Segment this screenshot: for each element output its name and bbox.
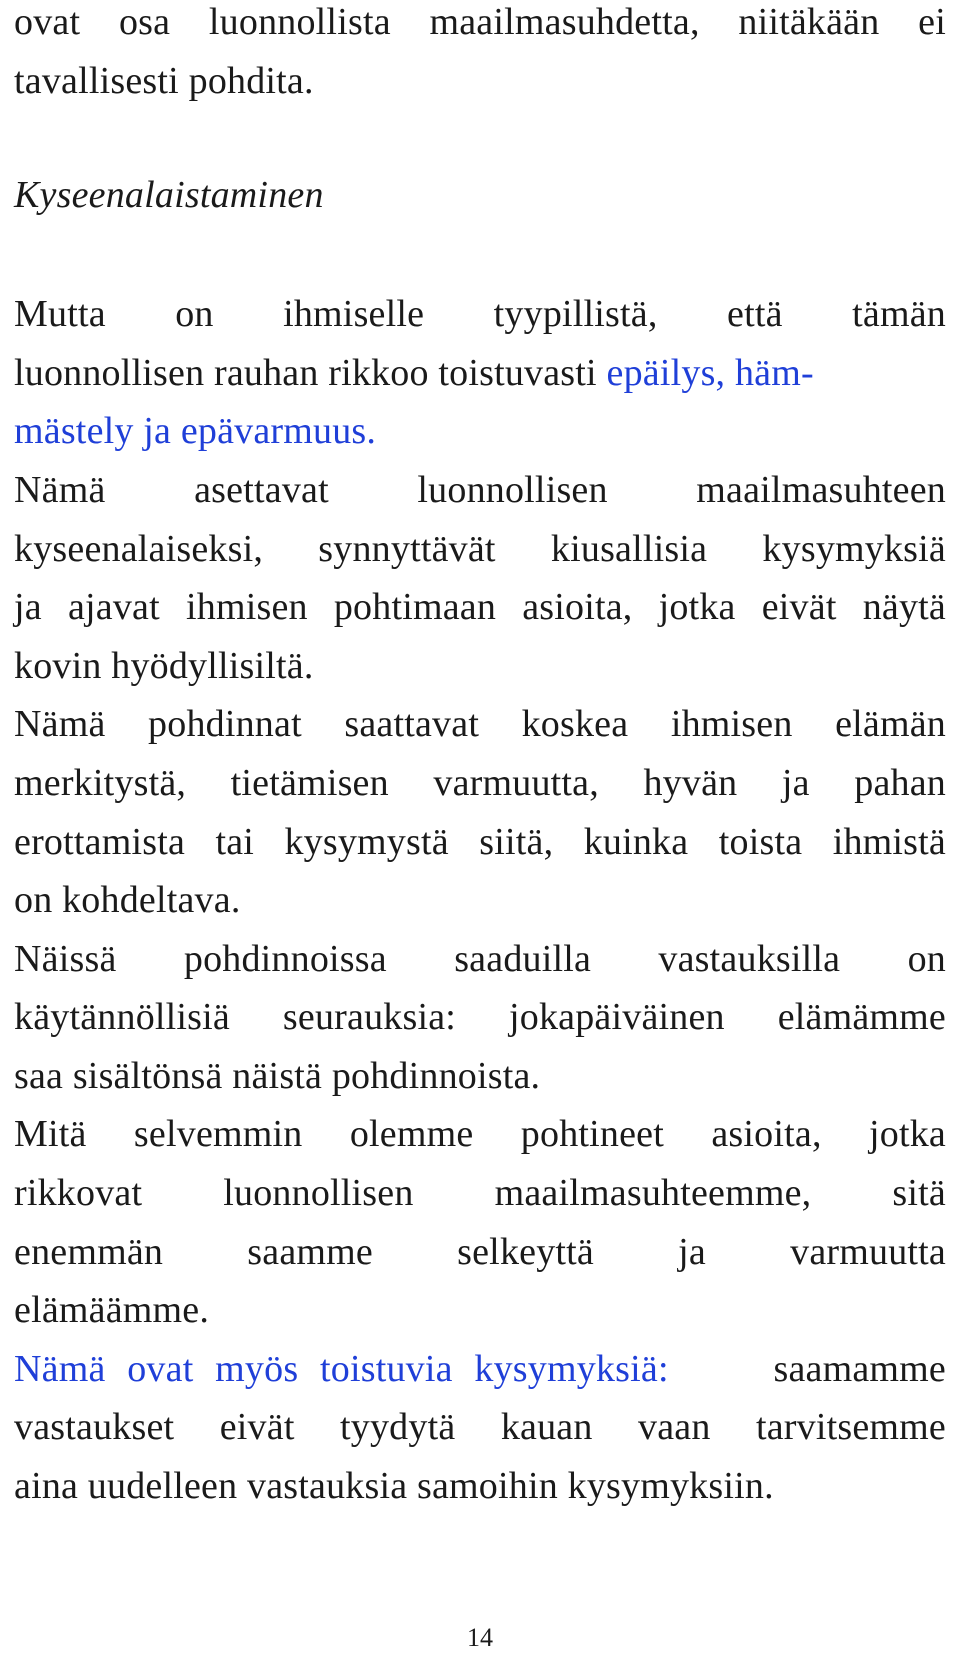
paragraph-2-line: Nämä asettavat luonnollisen maailmasuhteen: [14, 469, 946, 511]
paragraph-6-text: saamamme: [773, 1348, 946, 1390]
paragraph-5-line: enemmän saamme selkeyttä ja varmuutta: [14, 1231, 946, 1273]
paragraph-4-line: käytännöllisiä seurauksia: jokapäiväinen elämämme: [14, 996, 946, 1038]
paragraph-4-line: saa sisältönsä näistä pohdinnoista.: [14, 1055, 541, 1097]
page-number: 14: [467, 1623, 493, 1652]
paragraph-2-line: kovin hyödyllisiltä.: [14, 645, 314, 687]
paragraph-5-line: Mitä selvemmin olemme pohtineet asioita, jotka: [14, 1113, 946, 1155]
paragraph-intro-line: tavallisesti pohdita.: [14, 60, 314, 102]
paragraph-2-line: ja ajavat ihmisen pohtimaan asioita, jotka eivät näytä: [14, 586, 946, 628]
paragraph-6-line: aina uudelleen vastauksia samoihin kysymyksiin.: [14, 1465, 774, 1507]
paragraph-6-line: [14, 1338, 946, 1400]
paragraph-1-line: [14, 342, 946, 404]
highlighted-text: Nämä ovat myös toistuvia kysymyksiä:: [14, 1348, 669, 1390]
paragraph-intro-line: ovat osa luonnollista maailmasuhdetta, niitäkään ei: [14, 1, 946, 43]
paragraph-5-line: rikkovat luonnollisen maailmasuhteemme, sitä: [14, 1172, 946, 1214]
paragraph-3-line: on kohdeltava.: [14, 879, 241, 921]
paragraph-3-line: merkitystä, tietämisen varmuutta, hyvän ja pahan: [14, 762, 946, 804]
paragraph-6-line: vastaukset eivät tyydytä kauan vaan tarvitsemme: [14, 1406, 946, 1448]
paragraph-1-text: luonnollisen rauhan rikkoo toistuvasti: [14, 352, 607, 394]
highlighted-text: mästely ja epävarmuus.: [14, 410, 377, 452]
paragraph-1-line: Mutta on ihmiselle tyypillistä, että tämän: [14, 293, 946, 335]
paragraph-2-line: kyseenalaiseksi, synnyttävät kiusallisia kysymyksiä: [14, 528, 946, 570]
paragraph-4-line: Näissä pohdinnoissa saaduilla vastauksilla on: [14, 938, 946, 980]
paragraph-5-line: elämäämme.: [14, 1289, 210, 1331]
highlighted-text: epäilys, häm-: [606, 352, 814, 394]
section-heading: Kyseenalaistaminen: [14, 174, 324, 216]
paragraph-3-line: erottamista tai kysymystä siitä, kuinka toista ihmistä: [14, 821, 946, 863]
paragraph-3-line: Nämä pohdinnat saattavat koskea ihmisen elämän: [14, 703, 946, 745]
